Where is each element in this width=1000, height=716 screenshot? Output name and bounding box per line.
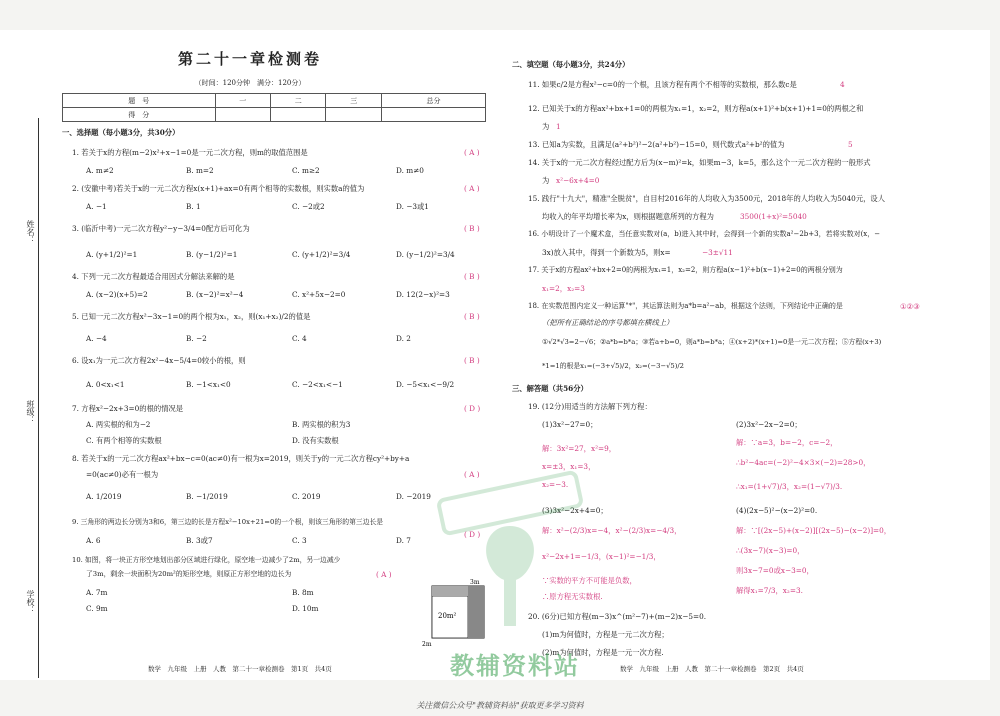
sidebar-class: 班级：	[26, 400, 35, 424]
q2-opt-a: A. −1	[86, 202, 107, 211]
q4-opt-c: C. x²+5x−2=0	[292, 290, 346, 299]
q7-opt-c: C. 有两个相等的实数根	[86, 436, 162, 445]
s-p2-step2: ∴b²−4ac=(−2)²−4×3×(−2)=28>0，	[736, 458, 871, 467]
section2-heading: 二、填空题（每小题3分，共24分）	[512, 60, 630, 69]
f-q12: 12. 已知关于x的方程ax²+bx+1=0的两根为x₁=1，x₂=2，则方程a(x+1)²+b(x+1)+1=0的两根之和	[528, 104, 864, 113]
q1-opt-c: C. m≥2	[292, 166, 320, 175]
q2-answer: ( A )	[464, 184, 480, 193]
watermark-logo	[420, 466, 600, 656]
q5-opt-a: A. −4	[86, 334, 107, 343]
f-q15-answer: 3500(1+x)²=5040	[740, 212, 807, 221]
f-q18: 18. 在实数范围内定义一种运算"*"，其运算法则为a*b=a²−ab，根据这个法则，下列结论中正确的是	[528, 302, 843, 310]
section1-heading: 一、选择题（每小题3分，共30分）	[62, 128, 180, 137]
s-p1-step2: x=±3，x₁=3，	[542, 462, 596, 471]
s-p3-step4: ∴原方程无实数根.	[542, 592, 603, 601]
q3-opt-d: D. (y−1/2)²=3/4	[396, 250, 455, 259]
binding-line	[38, 118, 39, 678]
s-p2-step1: 解：∵a=3，b=−2，c=−2，	[736, 438, 838, 447]
section3-heading: 三、解答题（共56分）	[512, 384, 588, 393]
f-q15-cont: 均收入的年平均增长率为x，则根据题意所列的方程为	[542, 212, 714, 221]
fig-area-label: 20m²	[438, 612, 457, 620]
s-q20-part1: (1)m为何值时，方程是一元二次方程；	[542, 630, 669, 639]
footer-left: 数学 九年级 上册 人教 第二十一章检测卷 第1页 共4页	[148, 665, 332, 673]
f-q12-answer: 1	[556, 122, 561, 131]
q4-opt-d: D. 12(2−x)²=3	[396, 290, 450, 299]
s-p4-step1: 解：∵[(2x−5)+(x−2)][(2x−5)−(x−2)]=0，	[736, 526, 892, 535]
f-q14: 14. 关于x的一元二次方程经过配方后为(x−m)²=k，如果m−3，k=5，那么这个一元二次方程的一般形式	[528, 158, 871, 167]
q1-opt-a: A. m≠2	[86, 166, 114, 175]
q9-opt-c: C. 3	[292, 536, 307, 545]
s-q19: 19. (12分)用适当的方法解下列方程：	[528, 402, 652, 411]
q3: 3. (临沂中考)一元二次方程y²−y−3/4=0配方后可化为	[72, 224, 250, 233]
q4-answer: ( B )	[464, 272, 480, 281]
q9-opt-a: A. 6	[86, 536, 101, 545]
q10-cont: 了3m，剩余一块面积为20m²的矩形空地，则原正方形空地的边长为	[86, 570, 292, 578]
q8-opt-a: A. 1/2019	[86, 492, 122, 501]
f-q13-answer: 5	[848, 140, 853, 149]
f-q17-answer: x₁=2，x₂=3	[542, 284, 585, 293]
score-header: 三	[326, 94, 381, 108]
score-label: 得 分	[63, 108, 216, 122]
s-p4-step3: 则3x−7=0或x−3=0，	[736, 566, 814, 575]
q3-opt-c: C. (y+1/2)²=3/4	[292, 250, 351, 259]
q1-opt-d: D. m≠0	[396, 166, 424, 175]
q10: 10. 如图，将一块正方形空地划出部分区域进行绿化，原空地一边减少了2m，另一边减少	[72, 556, 341, 564]
q1: 1. 若关于x的方程(m−2)x²+x−1=0是一元二次方程，则m的取值范围是	[72, 148, 308, 157]
q6-answer: ( B )	[464, 356, 480, 365]
q4-opt-b: B. (x−2)²=x²−4	[186, 290, 244, 299]
q2-opt-d: D. −3或1	[396, 202, 429, 211]
q5-opt-d: D. 2	[396, 334, 411, 343]
f-q12-cont: 为	[542, 122, 550, 131]
q3-answer: ( B )	[464, 224, 480, 233]
q10-answer: ( A )	[376, 570, 392, 579]
q5-opt-b: B. −2	[186, 334, 207, 343]
s-p1: (1)3x²−27=0；	[542, 420, 598, 429]
footer-right: 数学 九年级 上册 人教 第二十一章检测卷 第2页 共4页	[620, 665, 804, 673]
q6-opt-b: B. −1<x₁<0	[186, 380, 231, 389]
score-header: 一	[215, 94, 270, 108]
score-header: 二	[271, 94, 326, 108]
q6-opt-c: C. −2<x₁<−1	[292, 380, 343, 389]
q4-opt-a: A. (x−2)(x+5)=2	[86, 290, 148, 299]
q3-opt-a: A. (y+1/2)²=1	[86, 250, 138, 259]
s-p4: (4)(2x−5)²−(x−2)²=0.	[736, 506, 818, 515]
f-q15: 15. 践行"十九大"，精准"全脱贫"，自目村2016年的人均收入为3500元，2018年的人均收入为5040元，设人	[528, 194, 886, 203]
f-q11-answer: 4	[840, 80, 845, 89]
q8-cont: =0(ac≠0)必有一根为	[86, 470, 159, 479]
q6-opt-d: D. −5<x₁<−9/2	[396, 380, 455, 389]
page-title: 第二十一章检测卷	[177, 50, 322, 68]
f-q14-answer: x²−6x+4=0	[556, 176, 600, 185]
q7-opt-d: D. 没有实数根	[292, 436, 339, 445]
q9-answer: ( D )	[464, 530, 481, 539]
s-p2: (2)3x²−2x−2=0；	[736, 420, 802, 429]
q9-opt-d: D. 7	[396, 536, 411, 545]
q1-answer: ( A )	[464, 148, 480, 157]
bottom-note: 关注微信公众号"教辅资料站"获取更多学习资料	[416, 701, 584, 710]
q2-opt-c: C. −2或2	[292, 202, 325, 211]
q8: 8. 若关于x的一元二次方程ax²+bx−c=0(ac≠0)有一根为x=2019，则关于y的一元二次方程cy²+by+a	[72, 454, 410, 463]
q10-opt-b: B. 8m	[292, 588, 314, 597]
score-header: 题 号	[63, 94, 216, 108]
q7-answer: ( D )	[464, 404, 481, 413]
score-table	[62, 93, 486, 122]
s-p3-step3: ∵实数的平方不可能是负数，	[542, 576, 637, 585]
q10-opt-c: C. 9m	[86, 604, 108, 613]
score-cell	[271, 108, 326, 122]
f-q18-statements-2: *1=1的根是x₁=(−3+√5)/2，x₂=(−3−√5)/2	[542, 362, 685, 370]
q9: 9. 三角形的两边长分别为3和6，第三边的长是方程x²−10x+21=0的一个根，则该三角形的第三边长是	[72, 518, 384, 526]
q3-opt-b: B. (y−1/2)²=1	[186, 250, 238, 259]
s-p4-step2: ∴(3x−7)(x−3)=0，	[736, 546, 805, 555]
f-q14-cont: 为	[542, 176, 550, 185]
score-cell	[326, 108, 381, 122]
q10-opt-a: A. 7m	[86, 588, 108, 597]
s-p3-step2: x²−2x+1=−1/3，(x−1)²=−1/3，	[542, 552, 661, 561]
fig-top-label: 3m	[470, 579, 480, 586]
q8-opt-c: C. 2019	[292, 492, 321, 501]
q2: 2. (安徽中考)若关于x的一元二次方程x(x+1)+ax=0有两个相等的实数根，则实数a的值为	[72, 184, 365, 193]
q10-opt-d: D. 10m	[292, 604, 319, 613]
f-q18-answer: ①②③	[900, 302, 920, 311]
s-p1-step1: 解：3x²=27，x²=9，	[542, 444, 617, 453]
s-p1-step3: x₂=−3.	[542, 480, 569, 489]
q7: 7. 方程x²−2x+3=0的根的情况是	[72, 404, 184, 413]
f-q18-note: （把所有正确结论的序号都填在横线上）	[542, 318, 674, 327]
q6: 6. 设x₁为一元二次方程2x²−4x−5/4=0较小的根，则	[72, 356, 246, 365]
s-p3-step1: 解：x²−(2/3)x=−4，x²−(2/3)x=−4/3，	[542, 526, 682, 535]
q4: 4. 下列一元二次方程最适合用因式分解法来解的是	[72, 272, 235, 281]
score-cell	[215, 108, 270, 122]
f-q18-statements: ①√2*√3=2−√6；②a*b=b*a；③若a+b=0，则a*b=b*a；④(x+2)*(x+1)=0是一元二次方程；⑤方程(x+3)	[542, 338, 882, 346]
score-header: 总分	[381, 94, 485, 108]
q1-opt-b: B. m=2	[186, 166, 214, 175]
s-p2-step3: ∴x₁=(1+√7)/3，x₂=(1−√7)/3.	[736, 482, 843, 491]
q8-opt-b: B. −1/2019	[186, 492, 228, 501]
watermark-text: 教辅资料站	[450, 652, 580, 680]
score-cell	[381, 108, 485, 122]
q9-opt-b: B. 3或7	[186, 536, 213, 545]
sidebar-school: 学校：	[26, 590, 35, 614]
q2-opt-b: B. 1	[186, 202, 201, 211]
f-q16-answer: −3±√11	[702, 248, 733, 257]
subtitle: （时间：120分钟 满分：120分）	[194, 79, 306, 87]
f-q16: 16. 小明设计了一个魔术盒，当任意实数对(a，b)进入其中时，会得到一个新的实数a²−2b+3，若将实数对(x，−	[528, 230, 881, 238]
f-q16-cont: 3x)放入其中，得到一个新数为5，则x=	[542, 248, 671, 257]
q6-opt-a: A. 0<x₁<1	[86, 380, 125, 389]
s-p3: (3)3x²−2x+4=0；	[542, 506, 608, 515]
f-q17: 17. 关于x的方程ax²+bx+2=0的两根为x₁=1，x₂=2，则方程a(x−1)²+b(x−1)+2=0的两根分别为	[528, 266, 843, 274]
sidebar-name: 姓名：	[26, 220, 35, 244]
s-p4-step4: 解得x₁=7/3，x₂=3.	[736, 586, 803, 595]
f-q13: 13. 已知a为实数，且满足(a²+b²)²−2(a²+b²)−15=0，则代数式a²+b²的值为	[528, 140, 785, 149]
fig-side-label: 2m	[422, 641, 432, 648]
q8-opt-d: D. −2019	[396, 492, 431, 501]
q7-opt-b: B. 两实根的积为3	[292, 420, 351, 429]
s-q20-part2: (2)m为何值时，方程是一元一次方程.	[542, 648, 664, 657]
q5-opt-c: C. 4	[292, 334, 307, 343]
q8-answer: ( A )	[464, 470, 480, 479]
s-q20: 20. (6分)已知方程(m−3)x^(m²−7)+(m−2)x−5=0.	[528, 612, 707, 621]
q5: 5. 已知一元二次方程x²−3x−1=0的两个根为x₁，x₂，则(x₁+x₂)/2的值是	[72, 312, 311, 321]
q5-answer: ( B )	[464, 312, 480, 321]
f-q11: 11. 如果c/2是方程x²−c=0的一个根，且该方程有两个不相等的实数根，那么数c是	[528, 80, 797, 89]
q7-opt-a: A. 两实根的和为−2	[86, 420, 151, 429]
